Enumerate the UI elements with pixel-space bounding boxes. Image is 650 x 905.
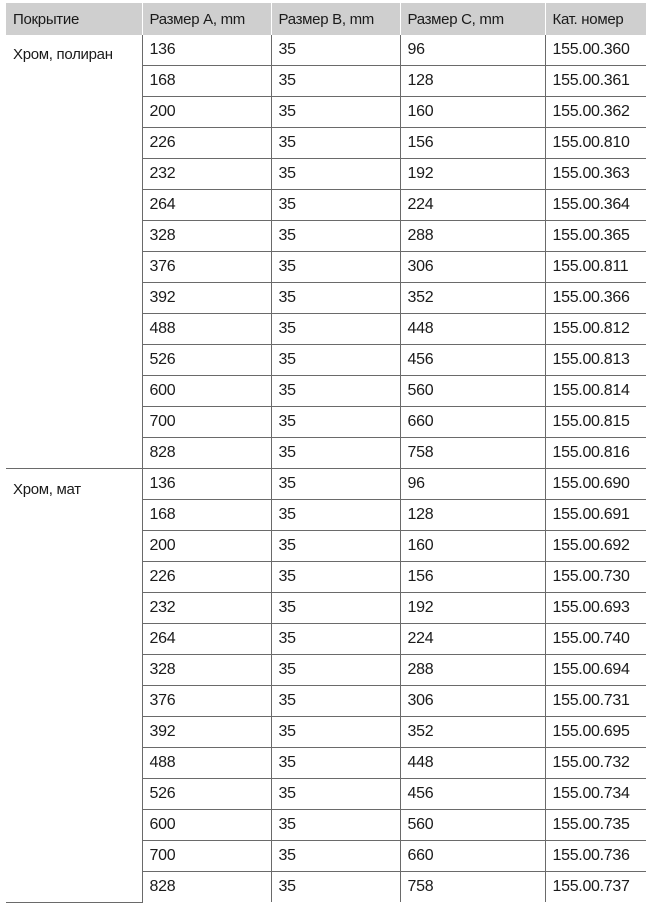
size-b-cell: 35 — [271, 717, 400, 748]
catalog-number-cell: 155.00.694 — [545, 655, 646, 686]
size-c-cell: 156 — [400, 562, 545, 593]
header-coating: Покрытие — [6, 3, 142, 35]
size-b-cell: 35 — [271, 190, 400, 221]
size-a-cell: 232 — [142, 159, 271, 190]
size-a-cell: 392 — [142, 717, 271, 748]
size-c-cell: 352 — [400, 717, 545, 748]
size-b-cell: 35 — [271, 159, 400, 190]
size-c-cell: 456 — [400, 779, 545, 810]
size-a-cell: 232 — [142, 593, 271, 624]
size-a-cell: 376 — [142, 686, 271, 717]
size-a-cell: 700 — [142, 841, 271, 872]
size-a-cell: 168 — [142, 500, 271, 531]
header-row — [6, 3, 646, 35]
size-a-cell: 526 — [142, 345, 271, 376]
table-header — [6, 3, 646, 35]
catalog-number-cell: 155.00.366 — [545, 283, 646, 314]
size-a-cell: 328 — [142, 655, 271, 686]
catalog-number-cell: 155.00.814 — [545, 376, 646, 407]
catalog-number-cell: 155.00.361 — [545, 66, 646, 97]
size-c-cell: 224 — [400, 624, 545, 655]
size-a-cell: 526 — [142, 779, 271, 810]
catalog-number-cell: 155.00.360 — [545, 35, 646, 66]
coating-cell: Хром, мат — [6, 469, 142, 903]
catalog-number-cell: 155.00.732 — [545, 748, 646, 779]
size-a-cell: 226 — [142, 128, 271, 159]
size-c-cell: 448 — [400, 748, 545, 779]
size-a-cell: 700 — [142, 407, 271, 438]
size-c-cell: 758 — [400, 438, 545, 469]
catalog-number-cell: 155.00.693 — [545, 593, 646, 624]
size-a-cell: 264 — [142, 624, 271, 655]
size-a-cell: 200 — [142, 97, 271, 128]
size-c-cell: 660 — [400, 841, 545, 872]
catalog-number-cell: 155.00.734 — [545, 779, 646, 810]
size-c-cell: 160 — [400, 531, 545, 562]
size-c-cell: 288 — [400, 221, 545, 252]
size-b-cell: 35 — [271, 128, 400, 159]
table-row — [6, 35, 646, 66]
size-b-cell: 35 — [271, 810, 400, 841]
size-b-cell: 35 — [271, 469, 400, 500]
size-a-cell: 392 — [142, 283, 271, 314]
size-a-cell: 488 — [142, 314, 271, 345]
size-c-cell: 128 — [400, 500, 545, 531]
size-a-cell: 264 — [142, 190, 271, 221]
catalog-number-cell: 155.00.730 — [545, 562, 646, 593]
coating-cell: Хром, полиран — [6, 35, 142, 469]
size-c-cell: 352 — [400, 283, 545, 314]
size-b-cell: 35 — [271, 655, 400, 686]
size-b-cell: 35 — [271, 283, 400, 314]
catalog-number-cell: 155.00.364 — [545, 190, 646, 221]
size-b-cell: 35 — [271, 221, 400, 252]
size-a-cell: 828 — [142, 872, 271, 903]
size-c-cell: 96 — [400, 469, 545, 500]
size-c-cell: 192 — [400, 593, 545, 624]
size-c-cell: 660 — [400, 407, 545, 438]
size-a-cell: 328 — [142, 221, 271, 252]
size-a-cell: 226 — [142, 562, 271, 593]
size-b-cell: 35 — [271, 531, 400, 562]
size-b-cell: 35 — [271, 748, 400, 779]
size-c-cell: 306 — [400, 686, 545, 717]
catalog-number-cell: 155.00.816 — [545, 438, 646, 469]
size-b-cell: 35 — [271, 624, 400, 655]
size-b-cell: 35 — [271, 407, 400, 438]
catalog-number-cell: 155.00.740 — [545, 624, 646, 655]
size-c-cell: 160 — [400, 97, 545, 128]
header-catalog-number: Кат. номер — [545, 3, 646, 35]
size-c-cell: 192 — [400, 159, 545, 190]
catalog-number-cell: 155.00.810 — [545, 128, 646, 159]
catalog-number-cell: 155.00.736 — [545, 841, 646, 872]
size-c-cell: 156 — [400, 128, 545, 159]
group-chrome-polished — [6, 35, 646, 469]
size-b-cell: 35 — [271, 500, 400, 531]
size-a-cell: 600 — [142, 376, 271, 407]
catalog-number-cell: 155.00.362 — [545, 97, 646, 128]
size-c-cell: 448 — [400, 314, 545, 345]
size-b-cell: 35 — [271, 376, 400, 407]
catalog-number-cell: 155.00.815 — [545, 407, 646, 438]
catalog-number-cell: 155.00.695 — [545, 717, 646, 748]
size-c-cell: 560 — [400, 376, 545, 407]
size-c-cell: 456 — [400, 345, 545, 376]
size-c-cell: 306 — [400, 252, 545, 283]
catalog-number-cell: 155.00.811 — [545, 252, 646, 283]
catalog-number-cell: 155.00.812 — [545, 314, 646, 345]
header-size-c: Размер C, mm — [400, 3, 545, 35]
size-b-cell: 35 — [271, 35, 400, 66]
catalog-number-cell: 155.00.691 — [545, 500, 646, 531]
size-b-cell: 35 — [271, 779, 400, 810]
size-a-cell: 168 — [142, 66, 271, 97]
size-b-cell: 35 — [271, 841, 400, 872]
catalog-number-cell: 155.00.731 — [545, 686, 646, 717]
size-b-cell: 35 — [271, 593, 400, 624]
size-b-cell: 35 — [271, 438, 400, 469]
size-a-cell: 600 — [142, 810, 271, 841]
size-c-cell: 96 — [400, 35, 545, 66]
size-a-cell: 136 — [142, 35, 271, 66]
catalog-number-cell: 155.00.690 — [545, 469, 646, 500]
group-chrome-matte — [6, 469, 646, 903]
size-b-cell: 35 — [271, 686, 400, 717]
catalog-number-cell: 155.00.365 — [545, 221, 646, 252]
catalog-number-cell: 155.00.737 — [545, 872, 646, 903]
size-a-cell: 488 — [142, 748, 271, 779]
header-size-a: Размер A, mm — [142, 3, 271, 35]
size-c-cell: 224 — [400, 190, 545, 221]
size-c-cell: 758 — [400, 872, 545, 903]
size-a-cell: 828 — [142, 438, 271, 469]
size-c-cell: 128 — [400, 66, 545, 97]
table-row — [6, 469, 646, 500]
size-b-cell: 35 — [271, 562, 400, 593]
size-c-cell: 288 — [400, 655, 545, 686]
size-a-cell: 136 — [142, 469, 271, 500]
catalog-number-cell: 155.00.735 — [545, 810, 646, 841]
size-b-cell: 35 — [271, 345, 400, 376]
catalog-number-cell: 155.00.692 — [545, 531, 646, 562]
size-a-cell: 200 — [142, 531, 271, 562]
size-b-cell: 35 — [271, 314, 400, 345]
size-b-cell: 35 — [271, 872, 400, 903]
catalog-number-cell: 155.00.363 — [545, 159, 646, 190]
header-size-b: Размер B, mm — [271, 3, 400, 35]
size-c-cell: 560 — [400, 810, 545, 841]
size-b-cell: 35 — [271, 97, 400, 128]
product-table — [6, 3, 646, 903]
size-a-cell: 376 — [142, 252, 271, 283]
size-b-cell: 35 — [271, 66, 400, 97]
catalog-number-cell: 155.00.813 — [545, 345, 646, 376]
size-b-cell: 35 — [271, 252, 400, 283]
